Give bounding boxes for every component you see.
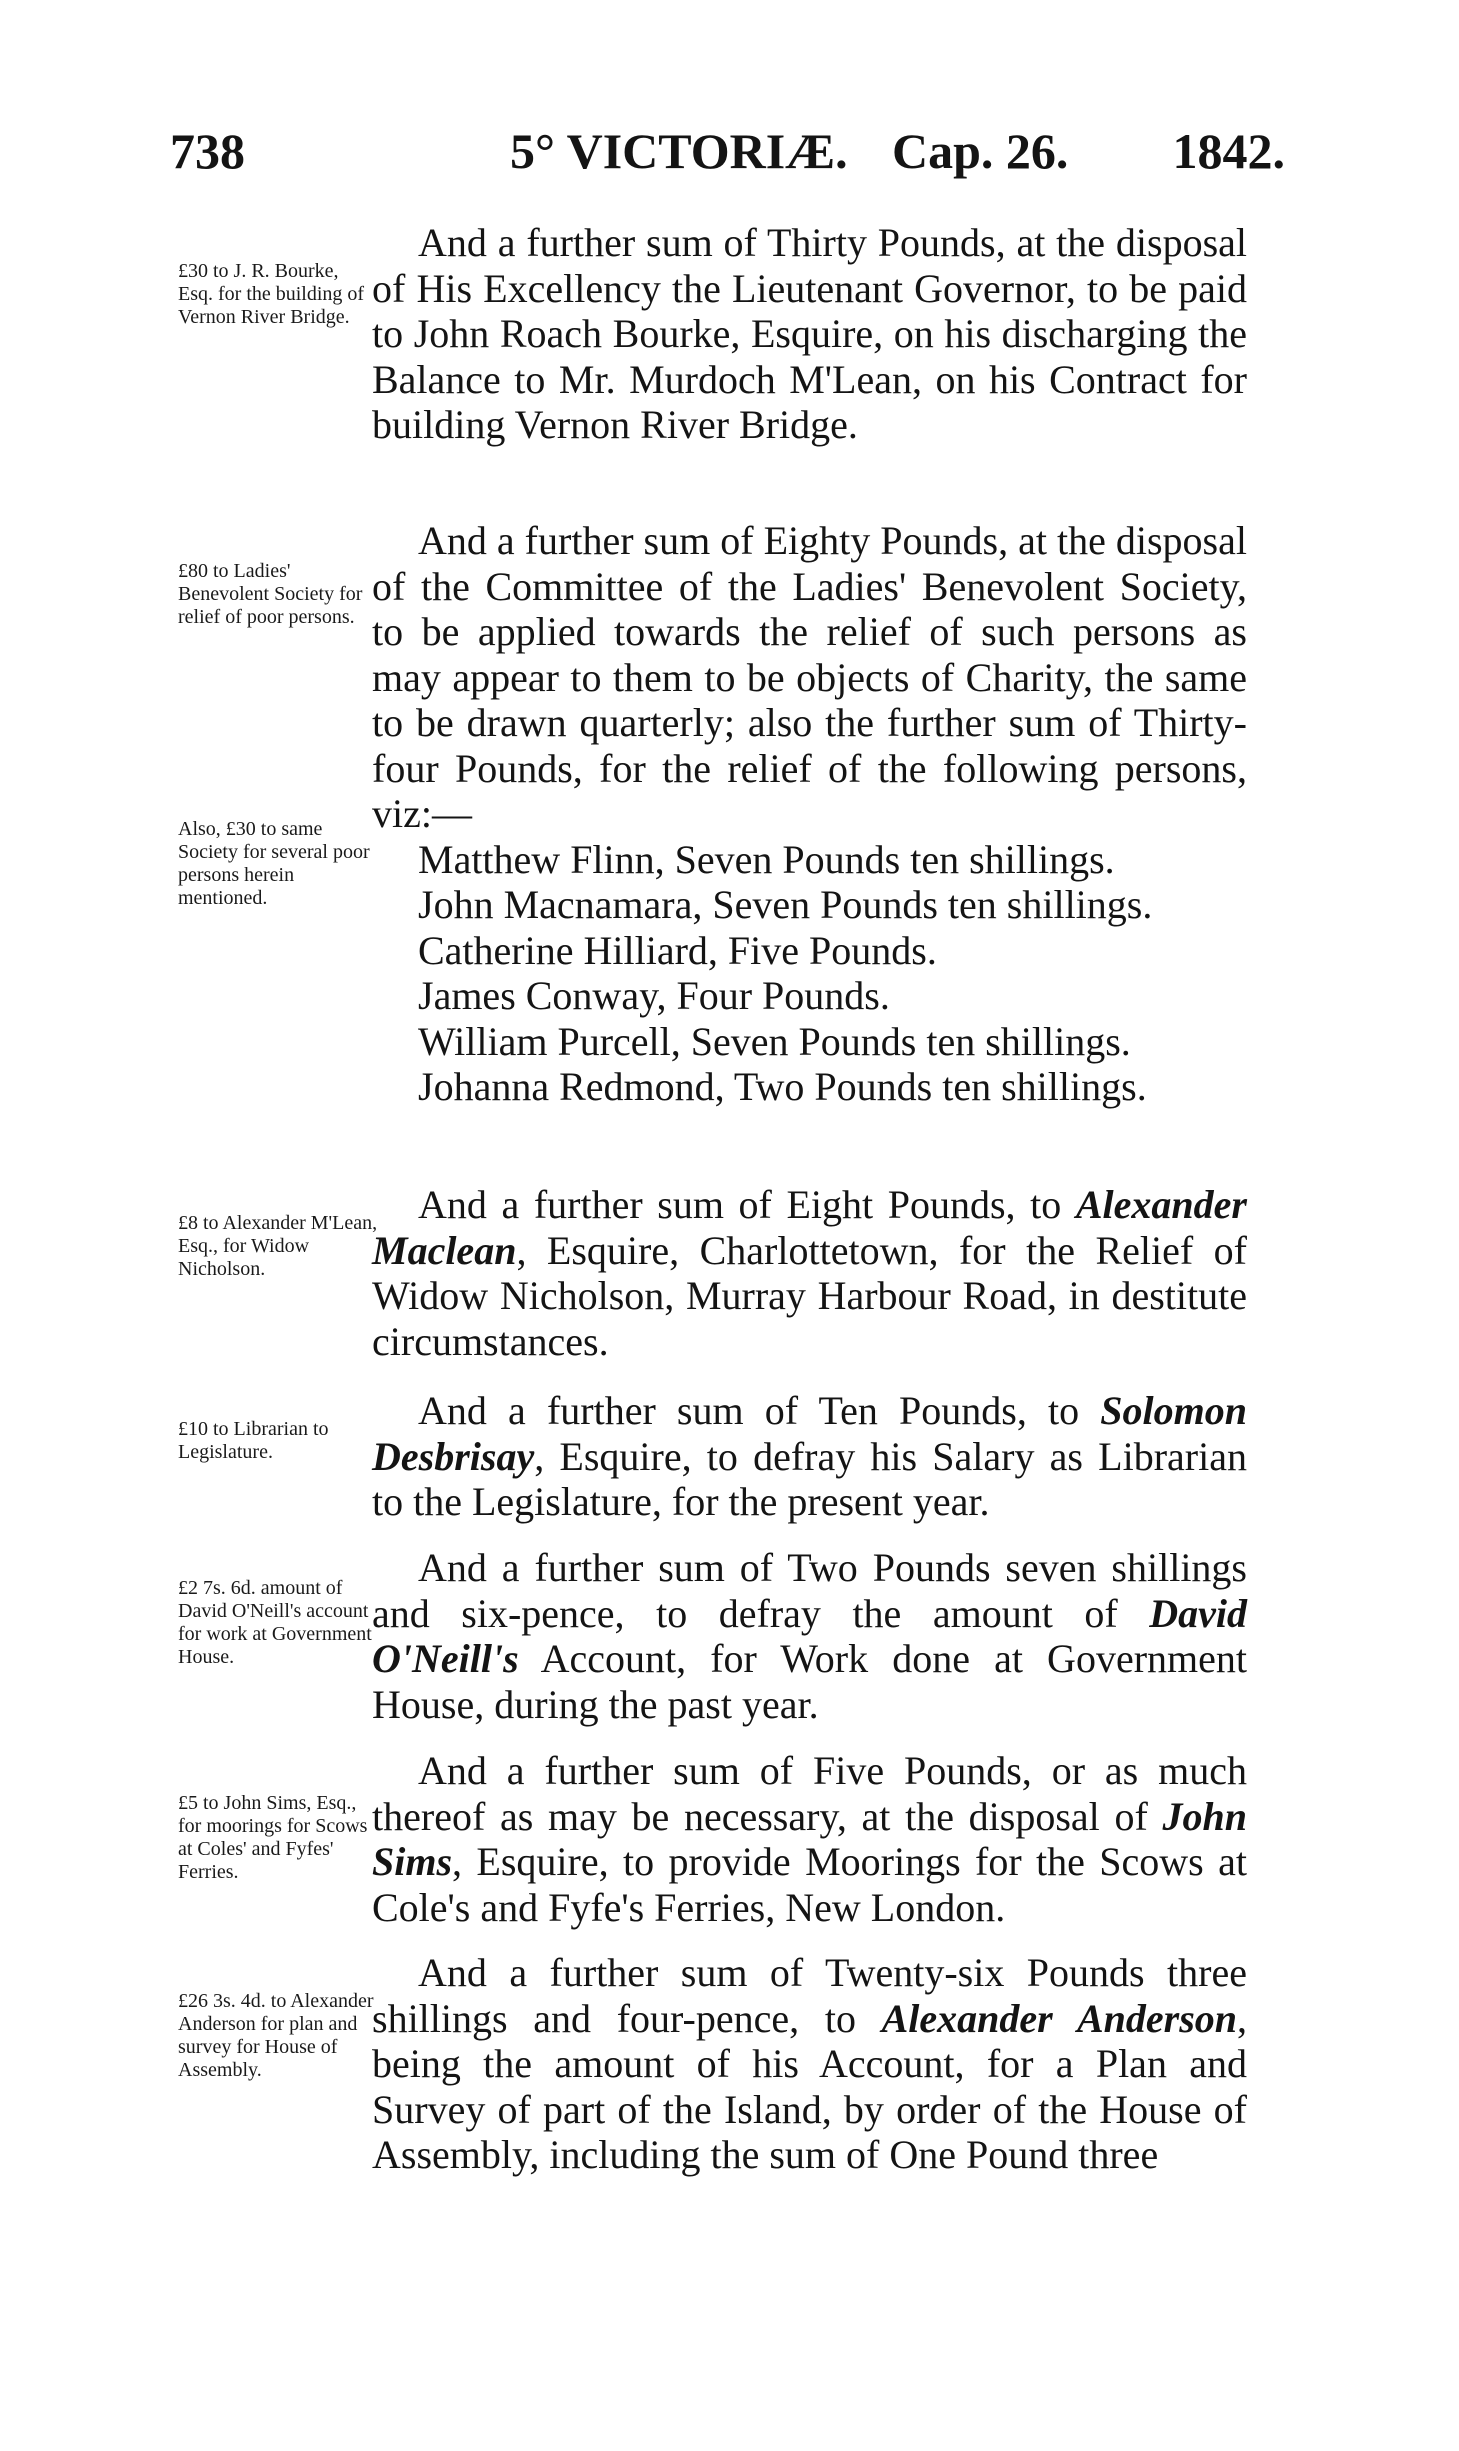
margin-note: £80 to Ladies' Benevolent Society for relief of poor persons.	[178, 560, 363, 628]
paragraph-text: And a further sum of Eighty Pounds, at the disposal of the Committee of the Ladies' Benevolent Society, to be applied towards the relief of such persons as may appear to them to be objects of Charity, the same to be drawn quarterly; also the further sum of Thirty-four Pounds, for the relief of the following persons, viz:—	[372, 518, 1247, 836]
list-item: Catherine Hilliard, Five Pounds.	[418, 927, 937, 973]
list-item: William Purcell, Seven Pounds ten shillings.	[418, 1018, 1131, 1064]
paragraph	[372, 1545, 1247, 1727]
person-name: Solomon Desbrisay	[372, 1388, 1247, 1479]
margin-note: £26 3s. 4d. to Alexander Anderson for plan and survey for House of Assembly.	[178, 1990, 374, 2081]
paragraph	[372, 1950, 1247, 2178]
page-number: 738	[170, 123, 245, 179]
list-item: Johanna Redmond, Two Pounds ten shillings.	[418, 1064, 1147, 1109]
margin-note: £5 to John Sims, Esq., for moorings for Scows at Coles' and Fyfes' Ferries.	[178, 1792, 368, 1883]
person-name: John Sims	[372, 1793, 1247, 1884]
margin-note: £8 to Alexander M'Lean, Esq., for Widow Nicholson.	[178, 1212, 378, 1280]
paragraph	[372, 1182, 1247, 1364]
person-name: David O'Neill's	[372, 1590, 1247, 1681]
paragraph-text: And a further sum of Twenty-six Pounds three shillings and four-pence, to Alexander Anderson, being the amount of his Account, for a Plan and Survey of part of the Island, by order of the House of Assembly, including the sum of One Pound three	[372, 1950, 1247, 2177]
header-year: 1842.	[1172, 123, 1285, 179]
list-item: John Macnamara, Seven Pounds ten shillings.	[418, 882, 1153, 927]
paragraph	[372, 518, 1247, 1110]
margin-note: £10 to Librarian to Legislature.	[178, 1418, 329, 1463]
paragraph-text: And a further sum of Ten Pounds, to Solomon Desbrisay, Esquire, to defray his Salary as Librarian to the Legislature, for the present year.	[372, 1388, 1247, 1524]
running-header	[170, 116, 1285, 186]
paragraph-text: And a further sum of Five Pounds, or as much thereof as may be necessary, at the disposal of John Sims, Esquire, to provide Moorings for the Scows at Cole's and Fyfe's Ferries, New London.	[372, 1748, 1247, 1930]
person-name: Alexander Maclean	[372, 1182, 1247, 1273]
paragraph	[372, 220, 1247, 448]
paragraph-text: And a further sum of Two Pounds seven shillings and six-pence, to defray the amount of David O'Neill's Account, for Work done at Government House, during the past year.	[372, 1545, 1247, 1727]
margin-note: £30 to J. R. Bourke, Esq. for the building of Vernon River Bridge.	[178, 260, 365, 328]
person-name: Alexander Anderson	[881, 1995, 1237, 2041]
relief-recipients-list	[372, 837, 1247, 1110]
margin-note-secondary: Also, £30 to same Society for several poor persons herein mentioned.	[178, 818, 370, 909]
chapter-number: Cap. 26.	[892, 123, 1069, 179]
list-item: James Conway, Four Pounds.	[418, 973, 890, 1018]
paragraph	[372, 1748, 1247, 1930]
paragraph	[372, 1388, 1247, 1525]
list-item: Matthew Flinn, Seven Pounds ten shillings.	[418, 836, 1115, 882]
header-title: 5° VICTORIÆ.	[510, 123, 848, 179]
paragraph-text: And a further sum of Eight Pounds, to Alexander Maclean, Esquire, Charlottetown, for the Relief of Widow Nicholson, Murray Harbour Road, in destitute circumstances.	[372, 1182, 1247, 1364]
margin-note: £2 7s. 6d. amount of David O'Neill's account for work at Government House.	[178, 1577, 372, 1668]
paragraph-text: And a further sum of Thirty Pounds, at the disposal of His Excellency the Lieutenant Governor, to be paid to John Roach Bourke, Esquire, on his discharging the Balance to Mr. Murdoch M'Lean, on his Contract for building Vernon River Bridge.	[372, 220, 1247, 447]
